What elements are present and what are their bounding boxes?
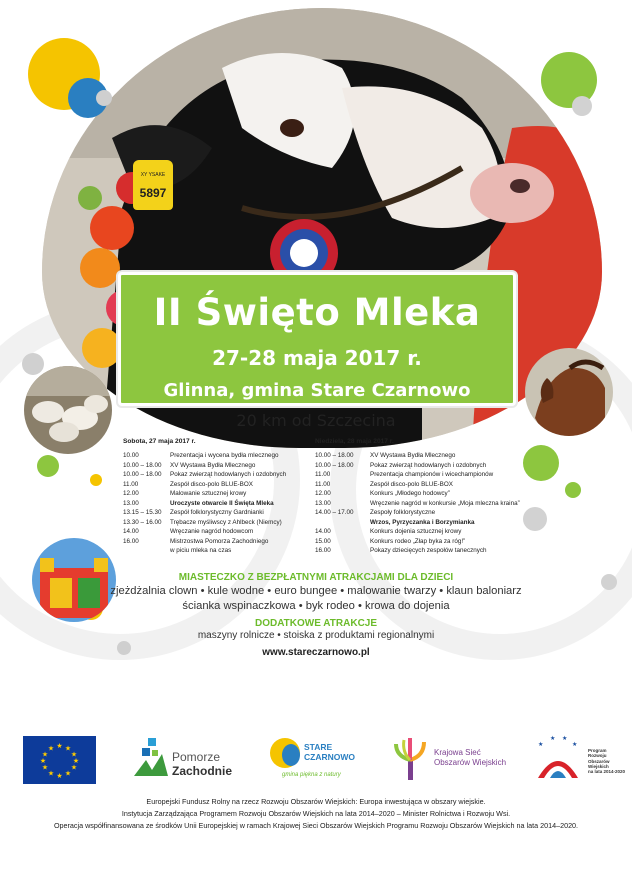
schedule-time (315, 518, 370, 528)
schedule-row (315, 499, 545, 509)
svg-text:★: ★ (64, 769, 72, 778)
schedule-event: Konkurs dojenia sztucznej krowy (370, 528, 462, 535)
svg-text:★: ★ (550, 735, 556, 742)
schedule-time: 11.00 (123, 480, 139, 488)
schedule-row (315, 546, 545, 556)
schedule-row (123, 499, 318, 509)
photo-sheep (24, 366, 112, 454)
schedule-row (315, 527, 545, 537)
schedule-time: 14.00 (315, 528, 331, 535)
attractions-line-2: ścianka wspinaczkowa • byk rodeo • krowa do dojenia (182, 600, 450, 612)
decor-dot-grey (572, 96, 592, 116)
distance-note: 20 km od Szczecina (236, 411, 396, 430)
title-banner (118, 272, 516, 406)
stare-logo-line2: CZARNOWO (304, 752, 355, 762)
prow-logo-text (588, 748, 625, 774)
decor-dot-green (37, 455, 59, 477)
saturday-heading: Sobota, 27 maja 2017 r. (123, 438, 196, 445)
schedule-row (123, 527, 318, 537)
event-place: Glinna, gmina Stare Czarnowo (163, 380, 471, 401)
schedule-time: 16.00 (123, 537, 139, 545)
schedule-event: Konkurs rodeo „Złap byka za róg!” (370, 537, 466, 545)
schedule-row (123, 489, 318, 499)
schedule-event: Pokazy dziecięcych zespołów tanecznych (370, 547, 487, 554)
event-title: II Święto Mleka (153, 291, 481, 334)
decor-dot-grey (22, 353, 44, 375)
prow-logo (532, 734, 626, 786)
schedule-time: 10.00 – 18.00 (315, 461, 354, 469)
ksow-logo-line2: Obszarów Wiejskich (434, 758, 507, 767)
schedule-event: Wręczenie nagród w konkursie „Moja mleczna kraina” (370, 499, 520, 507)
ksow-tree-icon (392, 734, 430, 782)
svg-text:★: ★ (41, 763, 49, 772)
schedule-event: Zespół disco-polo BLUE-BOX (170, 480, 253, 488)
svg-text:★: ★ (72, 757, 80, 765)
schedule-time (123, 546, 170, 556)
schedule-row (315, 451, 545, 461)
schedule-time: 12.00 (123, 490, 139, 497)
svg-text:★: ★ (39, 757, 47, 765)
schedule-event: Pokaz zwierząt hodowlanych i ozdobnych (170, 471, 287, 478)
prow-logo-line4: Wiejskich (588, 763, 609, 769)
svg-text:★: ★ (64, 744, 72, 753)
svg-text:★: ★ (47, 744, 55, 753)
svg-text:★: ★ (56, 742, 63, 750)
schedule-row (315, 518, 545, 528)
prow-logo-line5: na lata 2014-2020 (588, 769, 626, 775)
schedule-event: Trębacze myśliwscy z Ahlbeck (Niemcy) (170, 518, 282, 526)
sunday-schedule (315, 451, 545, 556)
schedule-time: 13.00 (315, 499, 331, 507)
decor-dot-grey (96, 90, 112, 106)
attractions-line-1: zjeżdżalnia clown • kule wodne • euro bungee • malowanie twarzy • klaun baloniarz (110, 585, 522, 597)
schedule-time: 14.00 (123, 528, 139, 535)
extra-attractions-line: maszyny rolnicze • stoiska z produktami regionalnymi (197, 630, 435, 641)
ksow-logo (392, 734, 522, 784)
schedule-time: 10.00 – 18.00 (315, 452, 354, 459)
svg-text:★: ★ (538, 741, 544, 748)
schedule-event: Wrzos, Pyrzyczanka i Borzymianka (370, 518, 475, 526)
eu-flag-logo (23, 736, 96, 784)
schedule-row (123, 546, 318, 556)
stare-logo-tagline: gmina piękna z natury (282, 772, 341, 778)
stare-czarnowo-emblem-inner (282, 744, 300, 766)
pomorze-logo-line2: Zachodnie (172, 764, 233, 778)
sunday-heading: Niedziela, 28 maja 2017 r. (315, 438, 394, 445)
schedule-event: Zespół disco-polo BLUE-BOX (370, 480, 453, 488)
schedule-time: 11.00 (315, 480, 331, 488)
pomorze-emblem-icon (128, 736, 174, 784)
schedule-event: Prezentacja i wycena bydła mlecznego (170, 452, 279, 459)
footer-line-2: Instytucja Zarządzająca Programem Rozwoju Obszarów Wiejskich na lata 2014–2020 – Minister Rolnictwa i Rozwoju Wsi. (121, 809, 511, 818)
svg-text:★: ★ (70, 750, 78, 759)
svg-text:★: ★ (572, 741, 578, 748)
schedule-time: 10.00 – 18.00 (123, 461, 162, 469)
schedule-event: Konkurs „Młodego hodowcy” (370, 490, 450, 497)
schedule-time: 13.00 (123, 499, 139, 507)
schedule-event: Pokaz zwierząt hodowlanych i ozdobnych (370, 461, 487, 469)
svg-text:★: ★ (41, 750, 49, 759)
schedule-event: Prezentacja championów i wicechampionów (370, 471, 494, 478)
schedule-time: 13.30 – 16.00 (123, 518, 162, 526)
decor-dot-green (565, 482, 581, 498)
pomorze-zachodnie-logo (128, 736, 238, 784)
schedule-event: Zespoły folklorystyczne (370, 509, 436, 516)
schedule-row (123, 461, 318, 471)
schedule-row (123, 537, 318, 547)
prow-emblem-icon (532, 734, 582, 784)
schedule-time: 13.15 – 15.30 (123, 509, 162, 516)
schedule-time: 16.00 (315, 547, 331, 554)
schedule-row (315, 508, 545, 518)
schedule-row (123, 508, 318, 518)
schedule-event: Uroczyste otwarcie II Święta Mleka (170, 499, 274, 507)
ear-tag-number: 5897 (139, 186, 167, 200)
extra-attractions-heading: DODATKOWE ATRAKCJE (254, 618, 378, 629)
svg-text:★: ★ (562, 735, 568, 742)
stare-czarnowo-logo (268, 734, 368, 784)
schedule-row (123, 518, 318, 528)
schedule-event: Wręczanie nagród hodowcom (170, 528, 254, 535)
svg-text:★: ★ (56, 772, 63, 780)
decor-dot-yellow (90, 474, 102, 486)
ear-tag (133, 160, 173, 210)
schedule-time: 10.00 – 18.00 (123, 471, 162, 478)
event-dates: 27-28 maja 2017 r. (212, 346, 422, 370)
schedule-row (315, 489, 545, 499)
saturday-schedule (123, 451, 318, 556)
website-link[interactable]: www.stareczarnowo.pl (262, 647, 370, 658)
schedule-row (315, 470, 545, 480)
schedule-event: XV Wystawa Bydła Mlecznego (370, 452, 456, 459)
schedule-time: 12.00 (315, 490, 331, 497)
ear-tag-code: XY YSAKE (140, 172, 166, 178)
schedule-row (123, 451, 318, 461)
footer-line-1: Europejski Fundusz Rolny na rzecz Rozwoju Obszarów Wiejskich: Europa inwestująca w obszary wiejskie. (146, 797, 486, 806)
schedule-event: Zespół folklorystyczny Gardnianki (170, 509, 264, 516)
schedule-event: Mistrzostwa Pomorza Zachodniego (170, 537, 269, 545)
svg-text:★: ★ (70, 763, 78, 772)
schedule-time: 10.00 (123, 452, 139, 459)
schedule-row (315, 537, 545, 547)
schedule-time: 15.00 (315, 537, 331, 545)
stare-logo-line1: STARE (304, 742, 333, 752)
svg-text:★: ★ (47, 769, 55, 778)
ksow-logo-line1: Krajowa Sieć (434, 748, 481, 757)
schedule-row (123, 480, 318, 490)
schedule-event: XV Wystawa Bydła Mlecznego (170, 461, 256, 469)
pomorze-logo-line1: Pomorze (172, 750, 221, 764)
schedule-row (315, 461, 545, 471)
schedule-row (123, 470, 318, 480)
schedule-event: Malowanie sztucznej krowy (170, 490, 247, 497)
schedule-time: 11.00 (315, 471, 331, 478)
schedule-row (315, 480, 545, 490)
footer-line-3: Operacja współfinansowana ze środków Unii Europejskiej w ramach Krajowej Sieci Obszarów Wiejskich Programu Rozwoju Obszarów Wiejskich na lata 2014–2020. (53, 821, 579, 830)
schedule-event: w piciu mleka na czas (170, 547, 232, 554)
prow-logo-line2: Rozwoju (588, 753, 607, 759)
attractions-heading: MIASTECZKO Z BEZPŁATNYMI ATRAKCJAMI DLA DZIECI (178, 572, 454, 583)
prow-logo-line1: Program (588, 748, 607, 753)
prow-logo-line3: Obszarów (588, 758, 610, 764)
schedule-time: 14.00 – 17.00 (315, 509, 354, 516)
eu-stars-icon (23, 736, 96, 784)
